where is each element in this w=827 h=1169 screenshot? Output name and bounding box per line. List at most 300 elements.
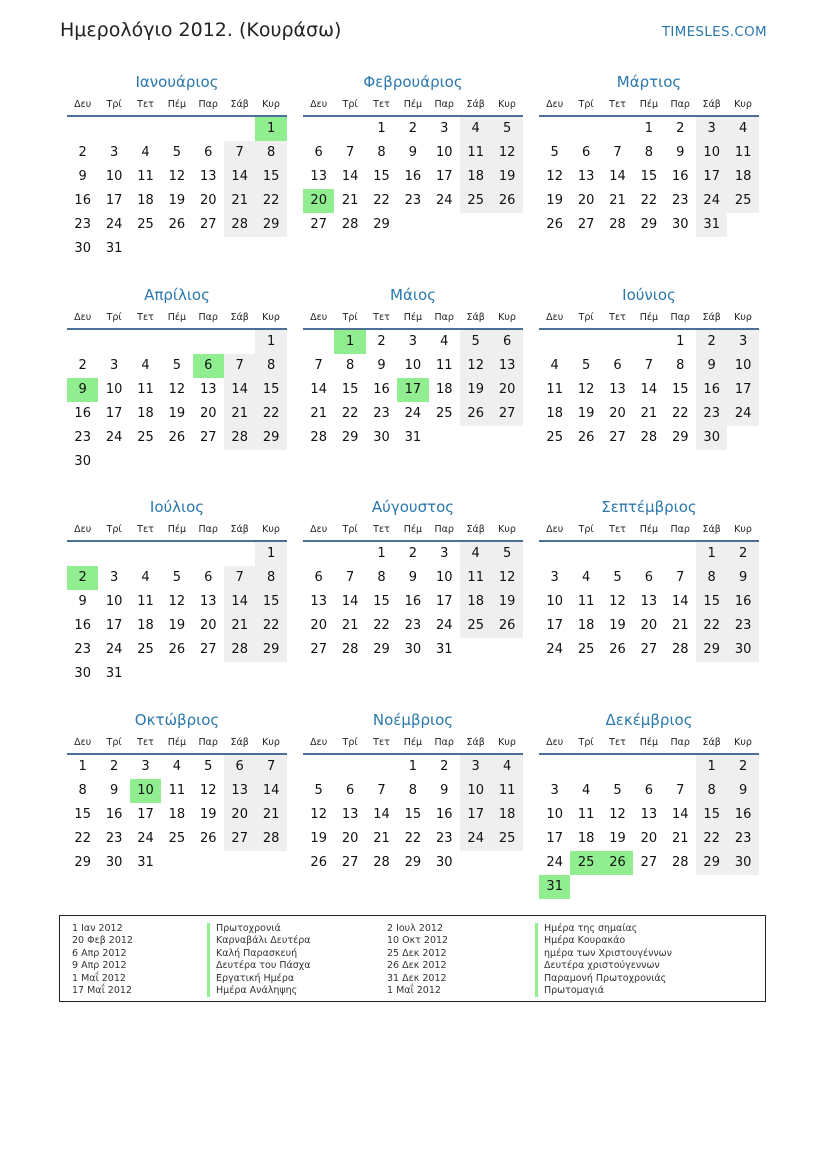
weekday-label: Πέμ bbox=[403, 736, 423, 748]
weekday-label: Παρ bbox=[434, 736, 454, 748]
day-cell: 30 bbox=[727, 638, 758, 662]
day-cell: 22 bbox=[696, 614, 727, 638]
weekday-label: Παρ bbox=[670, 523, 690, 535]
day-cell: 8 bbox=[255, 566, 286, 590]
day-cell: 4 bbox=[440, 334, 449, 349]
day-cell: 9 bbox=[440, 783, 449, 798]
day-cell: 25 bbox=[137, 430, 154, 445]
month-name: Ιανουάριος bbox=[135, 73, 219, 91]
day-cell: 19 bbox=[168, 406, 186, 421]
weekday-label: Πέμ bbox=[639, 98, 659, 110]
day-cell: 26 bbox=[310, 855, 327, 870]
legend-holiday-name: Πρωτοχρονιά bbox=[207, 923, 311, 935]
day-cell: 17 bbox=[436, 594, 453, 609]
day-cell: 16 bbox=[727, 590, 758, 614]
day-cell: 20 bbox=[577, 193, 595, 208]
day-cell: 11 bbox=[436, 358, 453, 373]
day-cell: 6 bbox=[314, 570, 323, 585]
day-cell: 26 bbox=[491, 614, 522, 638]
day-cell: 10 bbox=[105, 169, 123, 184]
days-grid bbox=[67, 330, 287, 474]
day-cell: 5 bbox=[460, 330, 491, 354]
day-cell: 26 bbox=[491, 189, 522, 213]
day-cell: 9 bbox=[727, 779, 758, 803]
day-cell: 5 bbox=[491, 542, 522, 566]
day-cell: 4 bbox=[141, 145, 150, 160]
day-cell: 10 bbox=[546, 594, 563, 609]
day-cell: 7 bbox=[345, 145, 355, 160]
legend-date: 1 Μαΐ 2012 bbox=[387, 985, 441, 997]
day-cell: 29 bbox=[373, 217, 390, 232]
month-name: Αύγουστος bbox=[371, 498, 455, 516]
day-cell: 21 bbox=[255, 803, 286, 827]
day-cell: 6 bbox=[613, 358, 622, 373]
day-cell: 28 bbox=[224, 426, 255, 450]
day-cell: 2 bbox=[696, 330, 727, 354]
day-cell: 15 bbox=[255, 165, 286, 189]
day-cell: 31 bbox=[105, 241, 123, 256]
day-cell: 26 bbox=[546, 217, 563, 232]
month-block bbox=[67, 495, 287, 686]
day-cell: 26 bbox=[460, 402, 491, 426]
day-cell: 3 bbox=[696, 117, 727, 141]
day-cell: 16 bbox=[727, 803, 758, 827]
day-cell: 5 bbox=[581, 358, 591, 373]
day-cell: 1 bbox=[334, 330, 365, 354]
weekday-label: Σάβ bbox=[466, 736, 485, 748]
day-cell: 17 bbox=[436, 169, 453, 184]
day-cell: 4 bbox=[550, 358, 559, 373]
day-cell: 28 bbox=[255, 827, 286, 851]
days-grid bbox=[539, 117, 759, 261]
weekday-label: Τετ bbox=[373, 523, 390, 535]
day-cell: 1 bbox=[255, 330, 286, 354]
legend-names-left bbox=[207, 923, 311, 997]
day-cell: 7 bbox=[314, 358, 323, 373]
weekday-header bbox=[67, 306, 287, 330]
day-cell: 29 bbox=[404, 855, 422, 870]
weekday-label: Δευ bbox=[310, 98, 328, 110]
day-cell: 15 bbox=[640, 169, 658, 184]
weekday-header bbox=[539, 731, 759, 755]
day-cell: 29 bbox=[255, 213, 286, 237]
day-cell: 24 bbox=[546, 642, 563, 657]
weekday-label: Δευ bbox=[310, 736, 328, 748]
day-cell: 1 bbox=[408, 759, 418, 774]
day-cell: 22 bbox=[341, 406, 359, 421]
legend-holiday-name: Παραμονή Πρωτοχρονιάς bbox=[535, 973, 672, 985]
day-cell: 18 bbox=[577, 618, 595, 633]
weekday-label: Κυρ bbox=[734, 311, 752, 323]
day-cell: 2 bbox=[67, 566, 98, 590]
day-cell: 13 bbox=[224, 779, 255, 803]
day-cell: 29 bbox=[255, 426, 286, 450]
day-cell: 19 bbox=[546, 193, 563, 208]
day-cell: 6 bbox=[644, 783, 654, 798]
day-cell: 19 bbox=[577, 406, 595, 421]
day-cell: 12 bbox=[168, 594, 186, 609]
day-cell: 2 bbox=[377, 334, 386, 349]
day-cell: 11 bbox=[577, 594, 595, 609]
day-cell: 30 bbox=[74, 241, 91, 256]
day-cell: 8 bbox=[255, 354, 286, 378]
day-cell: 27 bbox=[640, 642, 658, 657]
day-cell: 13 bbox=[640, 594, 658, 609]
day-cell: 13 bbox=[310, 594, 327, 609]
day-cell: 5 bbox=[314, 783, 323, 798]
month-name: Ιούνιος bbox=[622, 286, 676, 304]
day-cell: 15 bbox=[696, 590, 727, 614]
day-cell: 13 bbox=[341, 807, 359, 822]
day-cell: 10 bbox=[105, 382, 123, 397]
day-cell: 26 bbox=[577, 430, 595, 445]
month-block bbox=[67, 70, 287, 261]
weekday-label: Κυρ bbox=[498, 311, 516, 323]
day-cell: 1 bbox=[377, 546, 386, 561]
day-cell: 27 bbox=[310, 217, 327, 232]
day-cell: 21 bbox=[672, 831, 689, 846]
day-cell: 27 bbox=[200, 430, 217, 445]
day-cell: 14 bbox=[640, 382, 658, 397]
weekday-label: Τετ bbox=[373, 736, 390, 748]
day-cell: 9 bbox=[78, 594, 87, 609]
day-cell: 4 bbox=[581, 783, 591, 798]
day-cell: 24 bbox=[105, 430, 123, 445]
day-cell: 30 bbox=[696, 426, 727, 450]
day-cell: 24 bbox=[546, 855, 563, 870]
day-cell: 13 bbox=[577, 169, 595, 184]
day-cell: 26 bbox=[168, 217, 186, 232]
day-cell: 14 bbox=[341, 594, 359, 609]
legend-names-right bbox=[535, 923, 672, 997]
day-cell: 10 bbox=[546, 807, 563, 822]
day-cell: 25 bbox=[168, 831, 186, 846]
day-cell: 11 bbox=[491, 779, 522, 803]
day-cell: 4 bbox=[460, 542, 491, 566]
weekday-label: Δευ bbox=[74, 736, 92, 748]
day-cell: 18 bbox=[168, 807, 186, 822]
day-cell: 24 bbox=[727, 402, 758, 426]
day-cell: 18 bbox=[491, 803, 522, 827]
weekday-label: Πέμ bbox=[167, 736, 187, 748]
day-cell: 18 bbox=[546, 406, 563, 421]
day-cell: 21 bbox=[341, 193, 359, 208]
legend-holiday-name: Καλή Παρασκευή bbox=[207, 948, 311, 960]
weekday-label: Παρ bbox=[434, 311, 454, 323]
day-cell: 18 bbox=[436, 382, 453, 397]
weekday-label: Δευ bbox=[546, 98, 564, 110]
day-cell: 13 bbox=[200, 382, 217, 397]
day-cell: 20 bbox=[200, 618, 217, 633]
day-cell: 28 bbox=[310, 430, 327, 445]
brand-link[interactable]: TIMESLES.COM bbox=[661, 24, 767, 40]
day-cell: 3 bbox=[109, 358, 119, 373]
month-name: Φεβρουάριος bbox=[363, 73, 463, 91]
day-cell: 25 bbox=[491, 827, 522, 851]
day-cell: 6 bbox=[224, 755, 255, 779]
day-cell: 29 bbox=[341, 430, 359, 445]
day-cell: 16 bbox=[74, 406, 91, 421]
weekday-label: Παρ bbox=[198, 736, 218, 748]
day-cell: 27 bbox=[200, 642, 217, 657]
day-cell: 27 bbox=[577, 217, 595, 232]
day-cell: 3 bbox=[408, 334, 418, 349]
day-cell: 12 bbox=[491, 566, 522, 590]
month-name: Νοέμβριος bbox=[372, 711, 454, 729]
day-cell: 12 bbox=[168, 169, 186, 184]
day-cell: 13 bbox=[491, 354, 522, 378]
day-cell: 16 bbox=[672, 169, 689, 184]
day-cell: 25 bbox=[137, 642, 154, 657]
weekday-label: Τρί bbox=[342, 98, 358, 110]
day-cell: 25 bbox=[460, 189, 491, 213]
day-cell: 7 bbox=[345, 570, 355, 585]
day-cell: 1 bbox=[644, 121, 654, 136]
day-cell: 24 bbox=[105, 217, 123, 232]
day-cell: 22 bbox=[672, 406, 689, 421]
day-cell: 20 bbox=[491, 378, 522, 402]
month-block bbox=[303, 283, 523, 474]
legend-holiday-name: Δευτέρα του Πάσχα bbox=[207, 960, 311, 972]
day-cell: 10 bbox=[436, 570, 453, 585]
day-cell: 15 bbox=[696, 803, 727, 827]
day-cell: 7 bbox=[377, 783, 386, 798]
day-cell: 22 bbox=[696, 827, 727, 851]
day-cell: 13 bbox=[200, 594, 217, 609]
day-cell: 15 bbox=[373, 594, 390, 609]
weekday-label: Τρί bbox=[578, 736, 594, 748]
day-cell: 14 bbox=[373, 807, 390, 822]
day-cell: 27 bbox=[200, 217, 217, 232]
day-cell: 31 bbox=[436, 642, 453, 657]
day-cell: 6 bbox=[644, 570, 654, 585]
day-cell: 22 bbox=[404, 831, 422, 846]
day-cell: 14 bbox=[609, 169, 626, 184]
day-cell: 11 bbox=[727, 141, 758, 165]
weekday-label: Παρ bbox=[198, 523, 218, 535]
weekday-header bbox=[539, 518, 759, 542]
weekday-label: Τρί bbox=[106, 523, 122, 535]
day-cell: 24 bbox=[105, 642, 123, 657]
day-cell: 13 bbox=[640, 807, 658, 822]
weekday-header bbox=[303, 93, 523, 117]
day-cell: 30 bbox=[436, 855, 453, 870]
day-cell: 7 bbox=[224, 354, 255, 378]
day-cell: 23 bbox=[696, 402, 727, 426]
legend-holiday-name: Ημέρα της σημαίας bbox=[535, 923, 672, 935]
day-cell: 25 bbox=[436, 406, 453, 421]
day-cell: 28 bbox=[341, 217, 359, 232]
weekday-header bbox=[539, 306, 759, 330]
day-cell: 29 bbox=[373, 642, 390, 657]
day-cell: 6 bbox=[581, 145, 591, 160]
day-cell: 3 bbox=[727, 330, 758, 354]
day-cell: 23 bbox=[404, 193, 422, 208]
days-grid bbox=[303, 542, 523, 686]
day-cell: 16 bbox=[404, 594, 422, 609]
day-cell: 21 bbox=[224, 614, 255, 638]
legend-holiday-name: Πρωτομαγιά bbox=[535, 985, 672, 997]
day-cell: 24 bbox=[436, 618, 453, 633]
day-cell: 12 bbox=[200, 783, 217, 798]
legend-dates-right bbox=[387, 923, 448, 997]
days-grid bbox=[539, 542, 759, 686]
day-cell: 14 bbox=[224, 590, 255, 614]
day-cell: 26 bbox=[168, 642, 186, 657]
weekday-label: Πέμ bbox=[639, 311, 659, 323]
day-cell: 9 bbox=[377, 358, 386, 373]
day-cell: 3 bbox=[550, 570, 559, 585]
weekday-label: Τετ bbox=[137, 311, 154, 323]
day-cell: 14 bbox=[672, 594, 689, 609]
day-cell: 24 bbox=[404, 406, 422, 421]
month-block bbox=[539, 495, 759, 686]
weekday-label: Πέμ bbox=[403, 311, 423, 323]
legend-date: 17 Μαΐ 2012 bbox=[72, 985, 132, 997]
day-cell: 23 bbox=[105, 831, 123, 846]
day-cell: 17 bbox=[546, 831, 563, 846]
day-cell: 4 bbox=[491, 755, 522, 779]
legend-holiday-name: ημέρα των Χριστουγέννων bbox=[535, 948, 672, 960]
weekday-label: Σάβ bbox=[230, 98, 249, 110]
day-cell: 29 bbox=[74, 855, 91, 870]
day-cell: 5 bbox=[204, 759, 213, 774]
month-block bbox=[303, 495, 523, 686]
month-name: Μάρτιος bbox=[616, 73, 682, 91]
day-cell: 5 bbox=[550, 145, 559, 160]
day-cell: 2 bbox=[109, 759, 119, 774]
day-cell: 31 bbox=[404, 430, 422, 445]
weekday-label: Τετ bbox=[137, 98, 154, 110]
weekday-label: Παρ bbox=[434, 523, 454, 535]
month-name: Σεπτέμβριος bbox=[601, 498, 697, 516]
weekday-label: Κυρ bbox=[734, 736, 752, 748]
day-cell: 6 bbox=[193, 354, 224, 378]
day-cell: 1 bbox=[696, 542, 727, 566]
day-cell: 14 bbox=[224, 378, 255, 402]
day-cell: 30 bbox=[373, 430, 390, 445]
day-cell: 4 bbox=[172, 759, 182, 774]
day-cell: 16 bbox=[373, 382, 390, 397]
day-cell: 15 bbox=[341, 382, 359, 397]
day-cell: 20 bbox=[200, 193, 217, 208]
day-cell: 12 bbox=[609, 594, 626, 609]
day-cell: 12 bbox=[460, 354, 491, 378]
day-cell: 8 bbox=[644, 145, 654, 160]
day-cell: 9 bbox=[408, 570, 418, 585]
day-cell: 25 bbox=[727, 189, 758, 213]
day-cell: 2 bbox=[727, 755, 758, 779]
day-cell: 2 bbox=[440, 759, 449, 774]
weekday-header bbox=[303, 731, 523, 755]
day-cell: 23 bbox=[672, 193, 689, 208]
weekday-label: Κυρ bbox=[262, 523, 280, 535]
legend-date: 31 Δεκ 2012 bbox=[387, 972, 447, 984]
weekday-header bbox=[303, 518, 523, 542]
day-cell: 16 bbox=[696, 378, 727, 402]
day-cell: 8 bbox=[676, 358, 685, 373]
day-cell: 20 bbox=[200, 406, 217, 421]
day-cell: 8 bbox=[377, 570, 386, 585]
day-cell: 28 bbox=[341, 642, 359, 657]
legend-date: 6 Απρ 2012 bbox=[72, 947, 127, 959]
day-cell: 15 bbox=[255, 590, 286, 614]
weekday-label: Δευ bbox=[74, 523, 92, 535]
day-cell: 14 bbox=[255, 779, 286, 803]
day-cell: 29 bbox=[640, 217, 658, 232]
day-cell: 10 bbox=[130, 779, 161, 803]
day-cell: 5 bbox=[172, 145, 182, 160]
weekday-label: Πέμ bbox=[639, 736, 659, 748]
days-grid bbox=[539, 755, 759, 899]
day-cell: 3 bbox=[141, 759, 150, 774]
day-cell: 17 bbox=[105, 193, 123, 208]
legend-dates-left bbox=[72, 923, 133, 997]
weekday-label: Κυρ bbox=[262, 98, 280, 110]
day-cell: 24 bbox=[696, 189, 727, 213]
weekday-label: Τρί bbox=[106, 736, 122, 748]
day-cell: 12 bbox=[577, 382, 595, 397]
weekday-label: Τρί bbox=[106, 98, 122, 110]
day-cell: 3 bbox=[109, 570, 119, 585]
day-cell: 3 bbox=[440, 121, 449, 136]
weekday-label: Κυρ bbox=[498, 736, 516, 748]
day-cell: 7 bbox=[224, 141, 255, 165]
day-cell: 15 bbox=[255, 378, 286, 402]
day-cell: 9 bbox=[109, 783, 119, 798]
day-cell: 17 bbox=[105, 406, 123, 421]
day-cell: 22 bbox=[640, 193, 658, 208]
day-cell: 16 bbox=[74, 618, 91, 633]
day-cell: 20 bbox=[609, 406, 626, 421]
day-cell: 3 bbox=[460, 755, 491, 779]
day-cell: 10 bbox=[727, 354, 758, 378]
day-cell: 22 bbox=[74, 831, 91, 846]
weekday-label: Δευ bbox=[310, 311, 328, 323]
day-cell: 11 bbox=[137, 382, 154, 397]
weekday-header bbox=[539, 93, 759, 117]
day-cell: 26 bbox=[168, 430, 186, 445]
weekday-label: Πέμ bbox=[167, 523, 187, 535]
day-cell: 26 bbox=[200, 831, 217, 846]
day-cell: 8 bbox=[696, 779, 727, 803]
day-cell: 9 bbox=[408, 145, 418, 160]
day-cell: 18 bbox=[137, 193, 154, 208]
day-cell: 12 bbox=[609, 807, 626, 822]
month-block bbox=[539, 70, 759, 261]
weekday-label: Κυρ bbox=[498, 523, 516, 535]
day-cell: 4 bbox=[460, 117, 491, 141]
day-cell: 1 bbox=[255, 117, 286, 141]
day-cell: 23 bbox=[74, 430, 91, 445]
weekday-label: Σάβ bbox=[702, 523, 721, 535]
day-cell: 21 bbox=[224, 189, 255, 213]
day-cell: 8 bbox=[408, 783, 418, 798]
weekday-label: Κυρ bbox=[262, 311, 280, 323]
weekday-label: Τετ bbox=[137, 736, 154, 748]
legend-date: 9 Απρ 2012 bbox=[72, 960, 127, 972]
day-cell: 6 bbox=[314, 145, 323, 160]
weekday-label: Δευ bbox=[74, 98, 92, 110]
day-cell: 11 bbox=[137, 594, 154, 609]
day-cell: 9 bbox=[67, 378, 98, 402]
weekday-label: Σάβ bbox=[466, 98, 485, 110]
day-cell: 25 bbox=[546, 430, 563, 445]
legend-date: 26 Δεκ 2012 bbox=[387, 960, 447, 972]
day-cell: 23 bbox=[436, 831, 453, 846]
day-cell: 30 bbox=[74, 666, 91, 681]
weekday-label: Τρί bbox=[106, 311, 122, 323]
